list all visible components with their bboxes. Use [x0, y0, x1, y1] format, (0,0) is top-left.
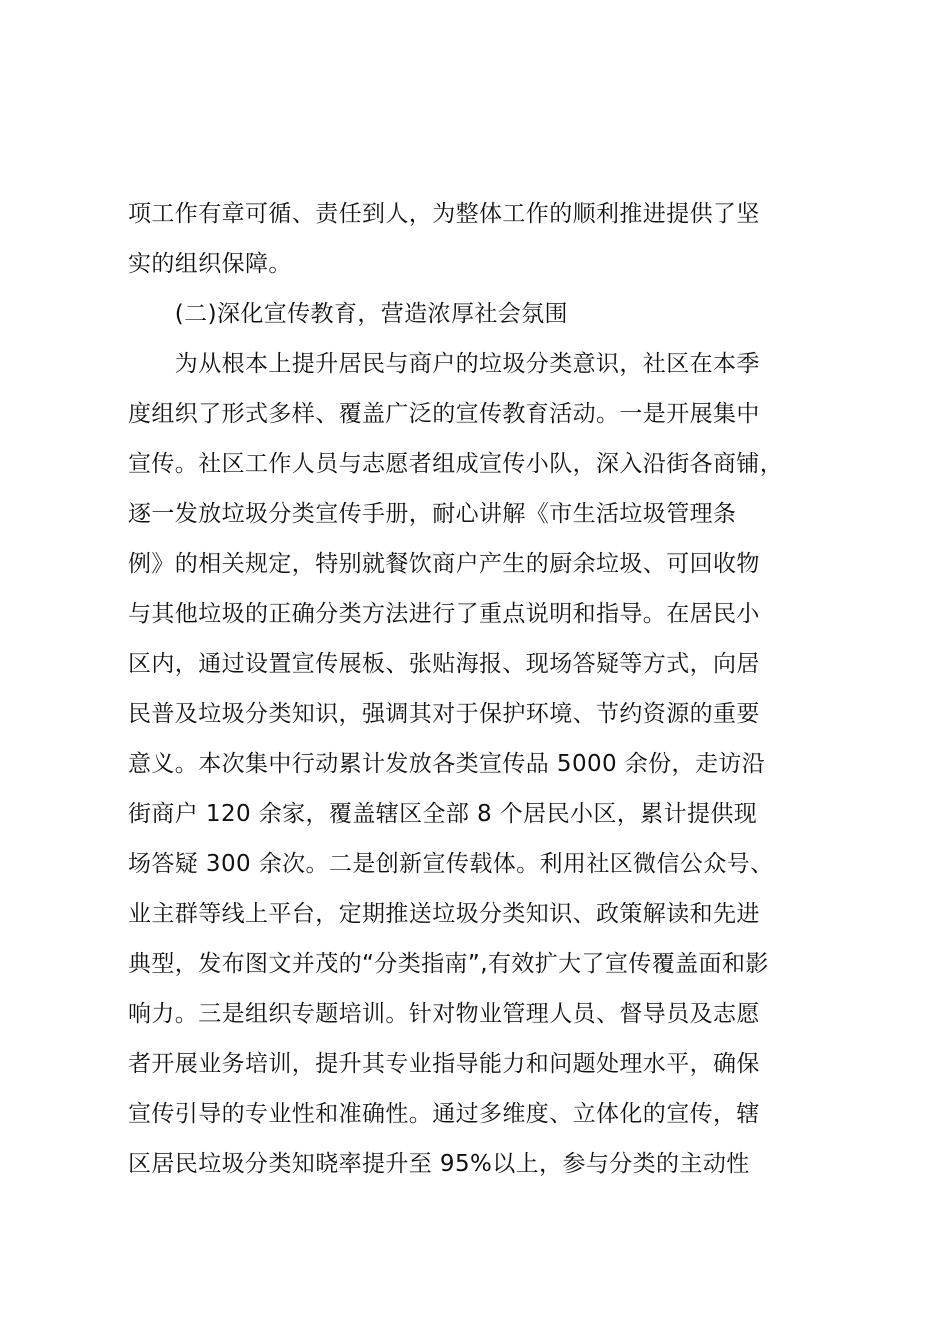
body-line: 街商户 120 余家，覆盖辖区全部 8 个居民小区，累计提供现 — [128, 801, 758, 827]
body-line: 区内，通过设置宣传展板、张贴海报、现场答疑等方式，向居 — [128, 651, 760, 677]
body-line: 宣传引导的专业性和准确性。通过多维度、立体化的宣传，辖 — [128, 1101, 760, 1127]
document-body — [128, 193, 828, 1193]
body-line: 典型，发布图文并茂的“分类指南”,有效扩大了宣传覆盖面和影 — [128, 951, 769, 977]
body-line: 宣传。社区工作人员与志愿者组成宣传小队，深入沿街各商铺， — [128, 451, 784, 477]
body-line: 为从根本上提升居民与商户的垃圾分类意识，社区在本季 — [128, 351, 760, 377]
body-line: 与其他垃圾的正确分类方法进行了重点说明和指导。在居民小 — [128, 601, 760, 627]
body-line: 者开展业务培训，提升其专业指导能力和问题处理水平，确保 — [128, 1051, 760, 1077]
body-line: 响力。三是组织专题培训。针对物业管理人员、督导员及志愿 — [128, 1001, 760, 1027]
body-line: 例》的相关规定，特别就餐饮商户产生的厨余垃圾、可回收物 — [128, 551, 760, 577]
section-heading: (二)深化宣传教育，营造浓厚社会氛围 — [128, 301, 568, 327]
body-line: 意义。本次集中行动累计发放各类宣传品 5000 余份，走访沿 — [128, 751, 766, 777]
body-line: 逐一发放垃圾分类宣传手册，耐心讲解《市生活垃圾管理条 — [128, 501, 737, 527]
body-line: 项工作有章可循、责任到人，为整体工作的顺利推进提供了坚 — [128, 201, 760, 227]
body-line: 民普及垃圾分类知识，强调其对于保护环境、节约资源的重要 — [128, 701, 760, 727]
body-line: 区居民垃圾分类知晓率提升至 95%以上，参与分类的主动性 — [128, 1151, 750, 1177]
body-line: 实的组织保障。 — [128, 251, 292, 277]
body-line: 场答疑 300 余次。二是创新宣传载体。利用社区微信公众号、 — [128, 851, 774, 877]
body-line: 业主群等线上平台，定期推送垃圾分类知识、政策解读和先进 — [128, 901, 760, 927]
body-line: 度组织了形式多样、覆盖广泛的宣传教育活动。一是开展集中 — [128, 401, 760, 427]
